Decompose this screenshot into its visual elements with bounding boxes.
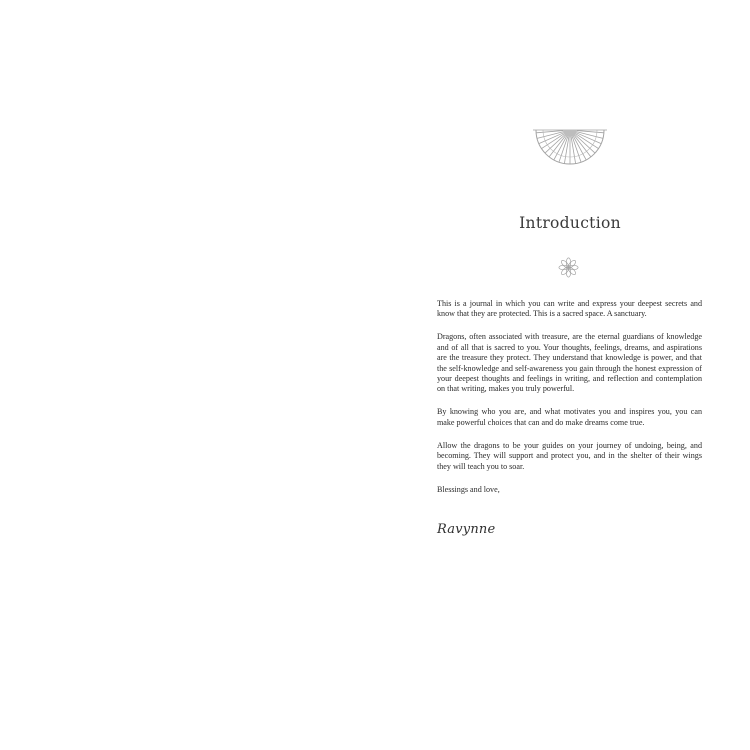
closing-line: Blessings and love,	[437, 484, 500, 494]
right-page	[375, 0, 750, 750]
paragraph: Dragons, often associated with treasure, are the eternal guardians of knowledge and of all that is sacred to you. Your thoughts, feelings, dreams, and aspirations are the treasure they protect. They understand that knowledge is power, and that the self-knowledge and self-awareness you gain through the honest expression of your deepest thoughts and feelings in writing, and reflection and contemplation on that writing, makes you truly powerful.	[437, 332, 702, 394]
lotus-flower-icon	[558, 257, 579, 278]
author-signature: Ravynne	[437, 522, 496, 537]
introduction-body	[437, 299, 702, 508]
page-title: Introduction	[519, 214, 621, 232]
half-sunburst-fan-icon	[533, 128, 607, 166]
paragraph: This is a journal in which you can write and express your deepest secrets and know that they are protected. This is a sacred space. A sanctuary.	[437, 299, 702, 319]
paragraph: Allow the dragons to be your guides on your journey of undoing, being, and becoming. They will support and protect you, and in the shelter of their wings they will teach you to soar.	[437, 440, 702, 471]
paragraph: By knowing who you are, and what motivates you and inspires you, you can make powerful choices that can and do make dreams come true.	[437, 407, 702, 427]
